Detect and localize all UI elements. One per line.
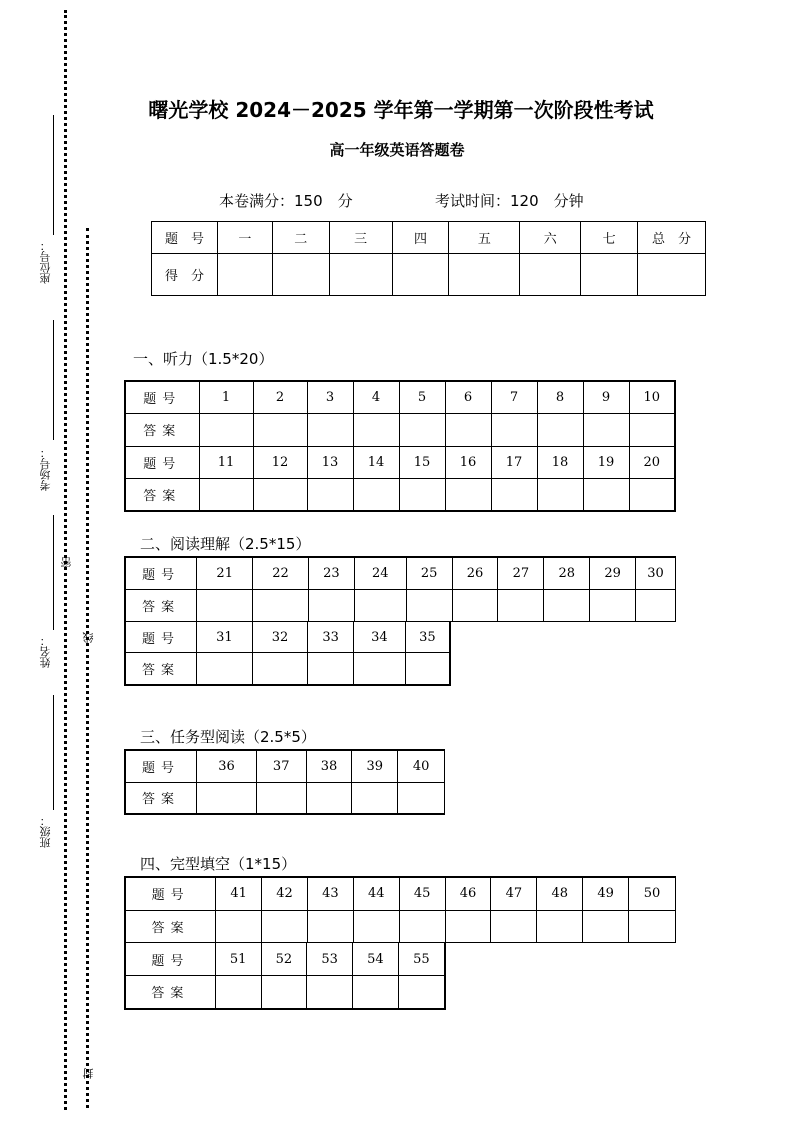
question-number: 37 bbox=[256, 750, 306, 782]
answer-cell[interactable] bbox=[405, 653, 450, 685]
answer-cell[interactable] bbox=[445, 478, 491, 511]
answer-cell[interactable] bbox=[308, 589, 354, 621]
question-number: 45 bbox=[399, 877, 445, 910]
score-header-cell: 六 bbox=[520, 222, 581, 254]
answer-cell[interactable] bbox=[629, 413, 675, 446]
question-number: 8 bbox=[537, 381, 583, 413]
question-number: 49 bbox=[583, 877, 629, 910]
question-number-label: 题号 bbox=[125, 622, 197, 653]
exam-time: 考试时间：120 分钟 bbox=[435, 192, 584, 210]
question-number: 42 bbox=[262, 877, 308, 910]
reading-answer-table-1 bbox=[124, 556, 676, 622]
answer-cell[interactable] bbox=[537, 413, 583, 446]
question-number: 53 bbox=[307, 943, 353, 976]
answer-cell[interactable] bbox=[452, 589, 498, 621]
question-number: 11 bbox=[199, 446, 253, 478]
answer-label: 答案 bbox=[125, 478, 199, 511]
answer-label: 答案 bbox=[125, 413, 199, 446]
exam-room-label: 考场号： bbox=[39, 447, 52, 491]
answer-cell[interactable] bbox=[544, 589, 590, 621]
score-header-cell: 五 bbox=[449, 222, 520, 254]
answer-cell[interactable] bbox=[256, 782, 306, 814]
question-number: 39 bbox=[352, 750, 398, 782]
section-cloze-title: 四、完型填空（1*15） bbox=[140, 855, 297, 873]
answer-cell[interactable] bbox=[253, 413, 307, 446]
answer-cell[interactable] bbox=[399, 413, 445, 446]
answer-cell[interactable] bbox=[197, 653, 253, 685]
answer-cell[interactable] bbox=[199, 413, 253, 446]
question-number: 35 bbox=[405, 622, 450, 653]
question-number: 16 bbox=[445, 446, 491, 478]
score-cell[interactable] bbox=[581, 254, 638, 296]
answer-cell[interactable] bbox=[307, 478, 353, 511]
answer-cell[interactable] bbox=[537, 478, 583, 511]
answer-cell[interactable] bbox=[308, 653, 354, 685]
question-number: 18 bbox=[537, 446, 583, 478]
answer-cell[interactable] bbox=[636, 589, 676, 621]
score-row-label: 得 分 bbox=[152, 254, 218, 296]
question-number: 48 bbox=[537, 877, 583, 910]
exam-title: 曙光学校 2024－2025 学年第一学期第一次阶段性考试 bbox=[148, 98, 654, 122]
answer-cell[interactable] bbox=[354, 653, 406, 685]
cloze-answer-table-1 bbox=[124, 876, 676, 943]
answer-cell[interactable] bbox=[491, 478, 537, 511]
score-header-cell: 四 bbox=[392, 222, 449, 254]
seal-char-mi: 密 bbox=[60, 557, 73, 568]
answer-cell[interactable] bbox=[307, 976, 353, 1009]
score-cell[interactable] bbox=[449, 254, 520, 296]
answer-cell[interactable] bbox=[399, 478, 445, 511]
question-number: 47 bbox=[491, 877, 537, 910]
full-score: 本卷满分：150 分 bbox=[219, 192, 353, 210]
answer-cell[interactable] bbox=[399, 910, 445, 942]
listening-answer-table bbox=[124, 380, 676, 512]
section-task-title: 三、任务型阅读（2.5*5） bbox=[140, 728, 316, 746]
question-number: 34 bbox=[354, 622, 406, 653]
class-label: 班级： bbox=[39, 815, 52, 848]
question-number: 25 bbox=[406, 557, 452, 589]
answer-cell[interactable] bbox=[352, 782, 398, 814]
answer-cell[interactable] bbox=[197, 589, 253, 621]
question-number: 22 bbox=[253, 557, 309, 589]
section-listening-title: 一、听力（1.5*20） bbox=[133, 350, 274, 368]
answer-label: 答案 bbox=[125, 653, 197, 685]
answer-cell[interactable] bbox=[306, 782, 352, 814]
seat-number-line bbox=[53, 115, 54, 235]
question-number-label: 题号 bbox=[125, 557, 197, 589]
answer-cell[interactable] bbox=[253, 589, 309, 621]
question-number: 12 bbox=[253, 446, 307, 478]
score-cell[interactable] bbox=[329, 254, 392, 296]
question-number: 21 bbox=[197, 557, 253, 589]
answer-cell[interactable] bbox=[215, 976, 261, 1009]
exam-subtitle: 高一年级英语答题卷 bbox=[329, 141, 465, 159]
question-number: 15 bbox=[399, 446, 445, 478]
question-number: 1 bbox=[199, 381, 253, 413]
question-number: 51 bbox=[215, 943, 261, 976]
task-answer-table bbox=[124, 749, 445, 815]
score-cell[interactable] bbox=[272, 254, 329, 296]
exam-room-line bbox=[53, 320, 54, 440]
answer-cell[interactable] bbox=[398, 976, 445, 1009]
answer-cell[interactable] bbox=[353, 910, 399, 942]
answer-cell[interactable] bbox=[629, 478, 675, 511]
score-header-cell: 二 bbox=[272, 222, 329, 254]
answer-cell[interactable] bbox=[491, 910, 537, 942]
answer-cell[interactable] bbox=[583, 910, 629, 942]
question-number: 20 bbox=[629, 446, 675, 478]
answer-label: 答案 bbox=[125, 589, 197, 621]
question-number: 40 bbox=[398, 750, 445, 782]
question-number-label: 题号 bbox=[125, 381, 199, 413]
question-number: 28 bbox=[544, 557, 590, 589]
seal-char-feng: 封 bbox=[82, 1068, 95, 1079]
question-number: 6 bbox=[445, 381, 491, 413]
score-cell[interactable] bbox=[392, 254, 449, 296]
answer-cell[interactable] bbox=[590, 589, 636, 621]
score-cell[interactable] bbox=[217, 254, 272, 296]
answer-cell[interactable] bbox=[261, 976, 307, 1009]
answer-cell[interactable] bbox=[307, 413, 353, 446]
question-number: 54 bbox=[352, 943, 398, 976]
question-number: 36 bbox=[197, 750, 257, 782]
answer-cell[interactable] bbox=[216, 910, 262, 942]
question-number-label: 题号 bbox=[125, 446, 199, 478]
score-table bbox=[151, 221, 706, 296]
name-line bbox=[53, 515, 54, 630]
question-number: 46 bbox=[445, 877, 491, 910]
answer-cell[interactable] bbox=[262, 910, 308, 942]
answer-cell[interactable] bbox=[491, 413, 537, 446]
answer-cell[interactable] bbox=[199, 478, 253, 511]
question-number: 14 bbox=[353, 446, 399, 478]
question-number: 41 bbox=[216, 877, 262, 910]
answer-label: 答案 bbox=[125, 976, 215, 1009]
score-header-cell: 七 bbox=[581, 222, 638, 254]
question-number: 55 bbox=[398, 943, 445, 976]
question-number: 23 bbox=[308, 557, 354, 589]
question-number: 9 bbox=[583, 381, 629, 413]
answer-cell[interactable] bbox=[398, 782, 445, 814]
question-number: 29 bbox=[590, 557, 636, 589]
answer-cell[interactable] bbox=[537, 910, 583, 942]
score-value-row bbox=[152, 254, 706, 296]
score-header-row bbox=[152, 222, 706, 254]
answer-cell[interactable] bbox=[406, 589, 452, 621]
question-number: 4 bbox=[353, 381, 399, 413]
question-number-label: 题号 bbox=[125, 877, 216, 910]
question-number: 43 bbox=[307, 877, 353, 910]
answer-cell[interactable] bbox=[629, 910, 676, 942]
score-header-cell: 一 bbox=[217, 222, 272, 254]
reading-answer-table-2 bbox=[124, 621, 451, 686]
name-label: 姓名： bbox=[39, 635, 52, 668]
question-number: 19 bbox=[583, 446, 629, 478]
question-number: 44 bbox=[353, 877, 399, 910]
answer-cell[interactable] bbox=[353, 413, 399, 446]
score-header-cell: 题 号 bbox=[152, 222, 218, 254]
answer-label: 答案 bbox=[125, 782, 197, 814]
question-number-label: 题号 bbox=[125, 943, 215, 976]
question-number: 13 bbox=[307, 446, 353, 478]
answer-cell[interactable] bbox=[445, 910, 491, 942]
question-number: 32 bbox=[252, 622, 308, 653]
answer-cell[interactable] bbox=[498, 589, 544, 621]
question-number: 27 bbox=[498, 557, 544, 589]
seat-number-label: 座位号： bbox=[39, 240, 52, 284]
answer-cell[interactable] bbox=[354, 589, 406, 621]
question-number: 7 bbox=[491, 381, 537, 413]
question-number-label: 题号 bbox=[125, 750, 197, 782]
question-number: 3 bbox=[307, 381, 353, 413]
question-number: 2 bbox=[253, 381, 307, 413]
score-header-cell: 总 分 bbox=[638, 222, 706, 254]
question-number: 52 bbox=[261, 943, 307, 976]
score-cell[interactable] bbox=[520, 254, 581, 296]
answer-cell[interactable] bbox=[253, 478, 307, 511]
section-reading-title: 二、阅读理解（2.5*15） bbox=[140, 535, 311, 553]
answer-cell[interactable] bbox=[353, 478, 399, 511]
question-number: 17 bbox=[491, 446, 537, 478]
question-number: 26 bbox=[452, 557, 498, 589]
answer-cell[interactable] bbox=[583, 413, 629, 446]
dotted-border-inner bbox=[86, 228, 89, 1108]
question-number: 30 bbox=[636, 557, 676, 589]
question-number: 31 bbox=[197, 622, 253, 653]
answer-label: 答案 bbox=[125, 910, 216, 942]
seal-char-xian: 线 bbox=[82, 632, 95, 643]
question-number: 38 bbox=[306, 750, 352, 782]
question-number: 50 bbox=[629, 877, 676, 910]
class-line bbox=[53, 695, 54, 810]
cloze-answer-table-2 bbox=[124, 942, 446, 1010]
answer-cell[interactable] bbox=[307, 910, 353, 942]
answer-cell[interactable] bbox=[583, 478, 629, 511]
score-cell[interactable] bbox=[638, 254, 706, 296]
answer-cell[interactable] bbox=[352, 976, 398, 1009]
question-number: 33 bbox=[308, 622, 354, 653]
answer-cell[interactable] bbox=[252, 653, 308, 685]
score-header-cell: 三 bbox=[329, 222, 392, 254]
question-number: 5 bbox=[399, 381, 445, 413]
question-number: 10 bbox=[629, 381, 675, 413]
answer-cell[interactable] bbox=[197, 782, 257, 814]
question-number: 24 bbox=[354, 557, 406, 589]
answer-cell[interactable] bbox=[445, 413, 491, 446]
